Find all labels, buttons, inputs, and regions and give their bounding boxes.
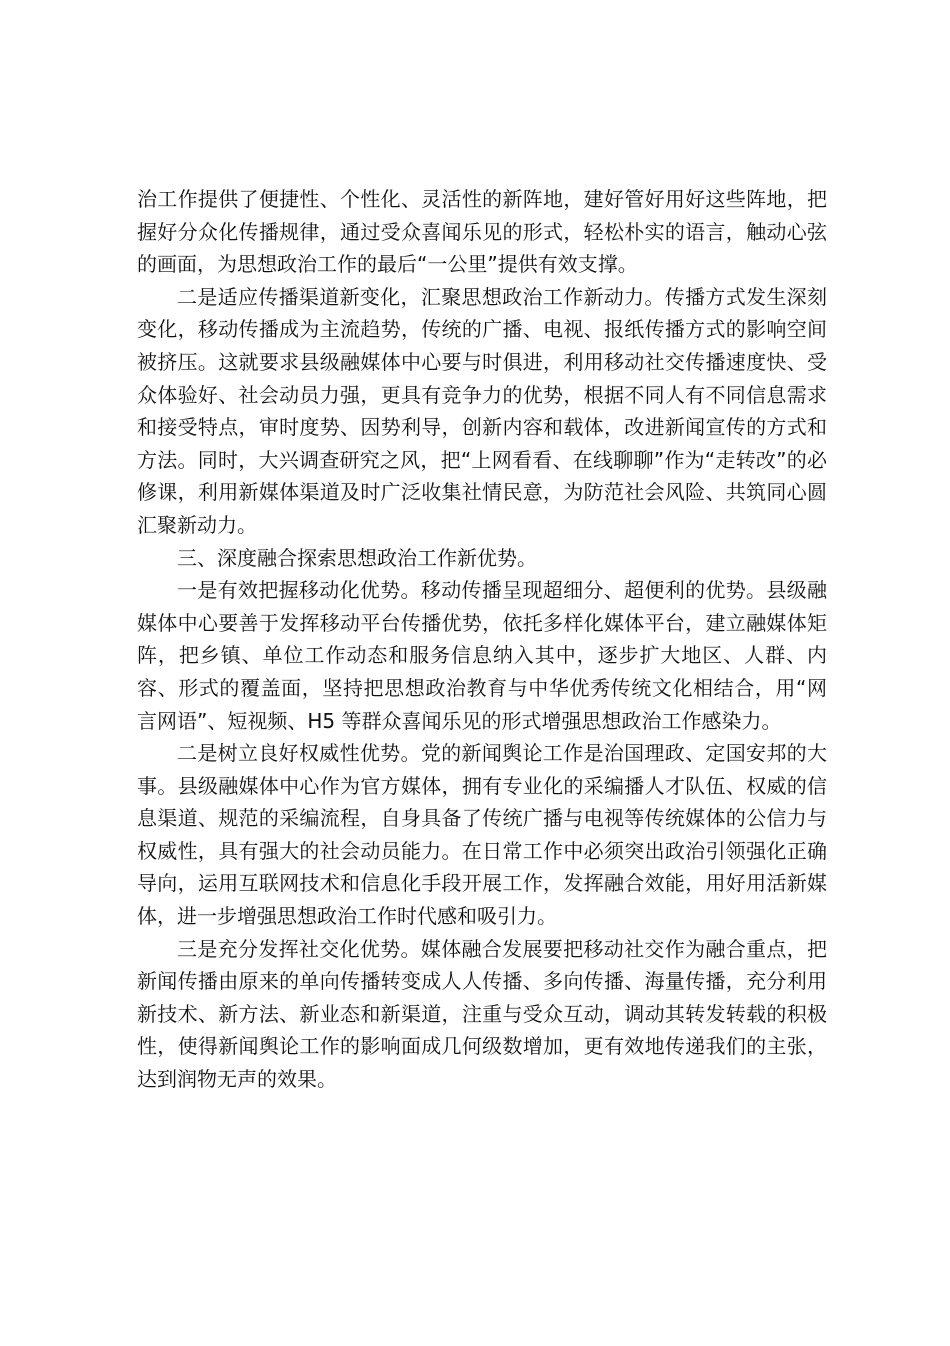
document-body [137,183,827,1096]
paragraph-continuation: 治工作提供了便捷性、个性化、灵活性的新阵地，建好管好用好这些阵地，把握好分众化传播规律，通过受众喜闻乐见的形式，轻松朴实的语言，触动心弦的画面，为思想政治工作的最后“一公里”提供有效支撑。 [137,187,827,277]
paragraph-mobile-advantage: 一是有效把握移动化优势。移动传播呈现超细分、超便利的优势。县级融媒体中心要善于发挥移动平台传播优势，依托多样化媒体平台，建立融媒体矩阵，把乡镇、单位工作动态和服务信息纳入其中，逐步扩大地区、人群、内容、形式的覆盖面，坚持把思想政治教育与中华优秀传统文化相结合，用“网言网语”、短视频、H5 等群众喜闻乐见的形式增强思想政治工作感染力。 [137,578,827,733]
paragraph-authority-advantage: 二是树立良好权威性优势。党的新闻舆论工作是治国理政、定国安邦的大事。县级融媒体中心作为官方媒体，拥有专业化的采编播人才队伍、权威的信息渠道、规范的采编流程，自身具备了传统广播与电视等传统媒体的公信力与权威性，具有强大的社会动员能力。在日常工作中必须突出政治引领强化正确导向，运用互联网技术和信息化手段开展工作，发挥融合效能，用好用活新媒体，进一步增强思想政治工作时代感和吸引力。 [137,741,827,929]
paragraph-social-advantage: 三是充分发挥社交化优势。媒体融合发展要把移动社交作为融合重点，把新闻传播由原来的单向传播转变成人人传播、多向传播、海量传播，充分利用新技术、新方法、新业态和新渠道，注重与受众互动，调动其转发转载的积极性，使得新闻舆论工作的影响面成几何级数增加，更有效地传递我们的主张，达到润物无声的效果。 [137,936,827,1092]
section-heading-deep-integration: 三、深度融合探索思想政治工作新优势。 [177,545,537,570]
paragraph-transmission-channels: 二是适应传播渠道新变化，汇聚思想政治工作新动力。传播方式发生深刻变化，移动传播成为主流趋势，传统的广播、电视、报纸传播方式的影响空间被挤压。这就要求县级融媒体中心要与时俱进，利用移动社交传播速度快、受众体验好、社会动员力强，更具有竞争力的优势，根据不同人有不同信息需求和接受特点，审时度势、因势利导，创新内容和载体，改进新闻宣传的方式和方法。同时，大兴调查研究之风，把“上网看看、在线聊聊”作为“走转改”的必修课，利用新媒体渠道及时广泛收集社情民意，为防范社会风险、共筑同心圆汇聚新动力。 [137,284,827,537]
